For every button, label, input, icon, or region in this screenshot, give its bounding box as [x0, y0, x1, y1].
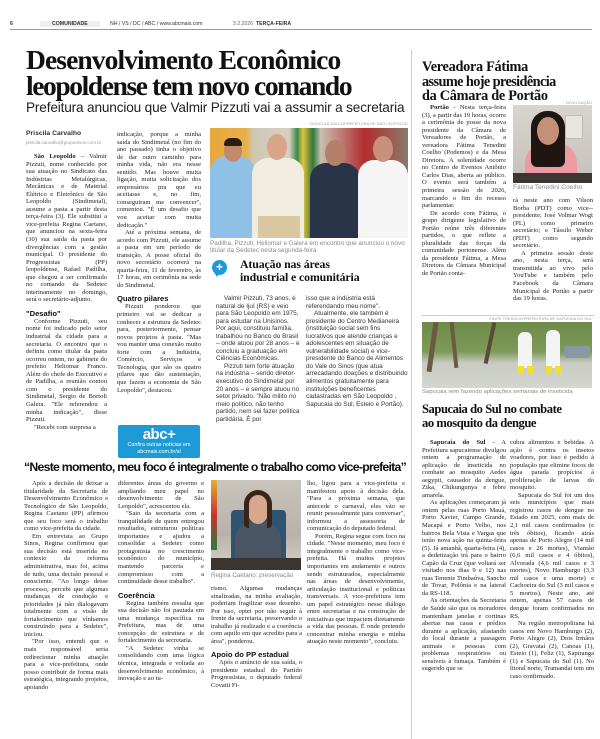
worker-figure — [546, 330, 560, 368]
quote-story-column-3 — [211, 585, 302, 690]
sidebar-column-2 — [306, 295, 408, 408]
page-header-bar — [10, 20, 592, 30]
regina-photo-caption: Regina Caetano: preservação — [211, 572, 294, 579]
portao-headline-line1: Vereadora Fátima — [422, 59, 528, 75]
sapucaia-photo-credit: FILIPE TRESOLDI/PREFEITURA DE SAPUCAIA DO SUL — [489, 317, 592, 321]
subhead-desafio: "Desafio" — [26, 308, 61, 318]
body-paragraph: cubra alimentos e bebidas. A ação é contra os insetos voadores, por isso é pedido à população que elimine focos de água parada propícios à proliferação de larvas do mosquito. — [510, 439, 594, 492]
dateline: Portão — [430, 104, 449, 111]
person-figure — [235, 522, 281, 562]
portao-photo-credit: DIVULGAÇÃO — [566, 101, 592, 105]
body-paragraph: Após o anúncio de sua saída, o presidente estadual do Partido Progressistas, o deputado federal Covatti Fi- — [211, 659, 302, 690]
main-photo-credit: DOUGLAS DALLA/PREFEITURA DE SÃO LEOPOLDO — [310, 122, 408, 126]
promo-link[interactable]: abcmais.com.br/sl — [137, 449, 181, 455]
fatima-photo-caption: Fátima Tenedini Coelho — [513, 184, 583, 191]
person-head — [325, 140, 345, 166]
promo-text-line1: Confira outras notícias em — [127, 442, 191, 448]
person-figure — [310, 163, 360, 238]
sapucaia-column-2 — [510, 439, 594, 681]
page-number: 6 — [10, 21, 13, 27]
section-tag: COMUNIDADE — [40, 21, 100, 27]
body-paragraph: Após a decisão de deixar a titularidade da Secretaria de Desenvolvimento Econômico e Tecnológico de São Leopoldo, Regina Caetano (PP) afirmou que seu foco será o trabalho como vice-prefeita da cidade. — [24, 480, 108, 533]
body-paragraph: - Nesta terça-feira (3), a partir das 19 horas, ocorre a cerimônia de posse da nova presidente da Câmara de Vereadores de Portão, a vereadora Fátima Tenedini Coelho (Podemos) e da Mesa Diretora. A solenidade ocorre no Centro de Eventos Antônio Carlos Dias, aberta ao público. O evento será também a primeira sessão de 2026, marcando o fim do recesso parlamentar. — [422, 104, 506, 210]
portao-headline-line2: assume hoje presidência — [422, 73, 556, 90]
quote-headline: “Neste momento, meu foco é integralmente o trabalho como vice-prefeita” — [24, 460, 407, 474]
sapucaia-headline-line1: Sapucaia do Sul no combate — [422, 402, 562, 416]
body-paragraph: De acordo com Fátima, o grupo dirigente legislativo de Portão reúne três diferentes partidos, o que reflete a pluralidade das forças da comunidade portonense. Além da presidente Fátima, a Mesa Diretora da Câmara Municipal de Portão conta- — [422, 209, 506, 278]
body-paragraph: - A Prefeitura sapucaiense divulgou ontem a programação de aplicação de inseticida no combate ao mosquito Aedes aegypti, causador da dengue, Zika, Chikungunya e febre amarela. — [422, 439, 506, 499]
sidebar-title — [240, 258, 415, 283]
main-headline-line2: leopoldense tem novo comando — [26, 70, 352, 101]
subhead-coerencia: Coerência — [118, 590, 155, 600]
sapucaia-photo — [422, 322, 592, 388]
sidebar-title-line1: Atuação nas áreas — [240, 257, 330, 271]
body-paragraph: Atualmente, ele também é presidente do Centro Medianeira (instituição social sem fins lucrativos que atende crianças e adolescentes em situação de vulnerabilidade social) e vice-presidente do Banco de Alimentos do Vale do Sinos (que atua arrecadando doações e distribuindo alimentos gratuitamente para instituições beneficentes cadastradas em São Leopoldo , Sapucaia do Sul, Esteio e Portão). — [306, 310, 408, 408]
weekday-label: TERÇA-FEIRA — [256, 21, 292, 27]
portao-headline-line3: da Câmara de Portão — [422, 88, 548, 104]
body-paragraph: Conforme Pizzuti, seu nome foi indicado pelo setor industrial da cidade para a secretaria. O encontro que o definiu como titular da pasta ocorreu ontem, no gabinete do prefeito Heliomar Franco. Além do chefe do Executivo e de Padilha, a reunião contou com o presidente do Sindimetal, Sergio de Bortoli Galera. "Ele referendou a minha indicação", disse Pizzuti. — [26, 317, 107, 424]
person-figure — [358, 160, 408, 238]
worker-figure — [518, 332, 532, 368]
subhead-quatro-pilares: Quatro pilares — [117, 294, 169, 304]
dateline: Sapucaia do Sul — [430, 439, 486, 446]
main-photo-caption: Padilha, Pizzuti, Heliomar e Galera em encontro que anunciou o novo titular da Sedetec nesta segunda-feira — [210, 240, 405, 255]
main-subheadline: Prefeitura anunciou que Valmir Pizzuti vai a assumir a secretaria — [26, 100, 405, 115]
author-email: priscila.carvalho@gruposinos.com.br — [26, 140, 102, 145]
body-paragraph: "A Sedetec vinha se consolidando com uma lógica técnica, integrada e voltada ao desenvolvimento econômico, à inovação e ao tu- — [118, 644, 204, 683]
fatima-photo — [513, 105, 592, 183]
body-paragraph: "Recebi com surpresa a — [34, 423, 96, 431]
body-paragraph: Sapucaia do Sul foi um dos seis municípios que mais registrou casos de dengue no Estado em 2025, com mais de 2,1 mil casos confirmados (e três óbitos), ficando atrás apenas de Porto Alegre (14 mil casos e 26 mortes), Viamão (6,6 mil casos e 4 óbitos), Alvorada (4,6 mil casos e 3 mortes), Novo Hamburgo (3,3 mil casos e uma morte) e Cachoeira do Sul (3 mil casos e 5 mortos). Neste ano, até ontem, apenas 57 casos de dengue foram confirmados no RS. — [510, 491, 594, 620]
person-head — [373, 136, 393, 162]
editions-label: NH / VS / DC / ABC / www.abcmais.com — [110, 21, 203, 27]
sapucaia-photo-caption: Sapucaia vem fazendo aplicações semanais de inseticida — [422, 389, 573, 395]
portao-headline — [422, 60, 600, 104]
body-paragraph: diferentes áreas do governo e ampliando meu papel no desenvolvimento de São Leopoldo", acrescentou ela. — [118, 480, 204, 510]
body-paragraph: rismo. Algumas mudanças sinalizadas, na minha avaliação, poderiam fragilizar esse desenho. Por isso, optei por não seguir à frente da secretaria, preservando o trabalho já realizado e a coerência com aquilo em que acredito para a área", ponderou. — [211, 585, 302, 645]
main-photo — [210, 128, 408, 238]
sapucaia-headline-line2: ao mosquito da dengue — [422, 416, 537, 430]
main-headline — [26, 44, 406, 101]
plus-icon: + — [212, 260, 227, 275]
main-headline-line1: Desenvolvimento Econômico — [26, 44, 341, 75]
body-paragraph: – Valmir Pizzuti, nome conhecido por sua atuação no Sindicato das Indústrias Metalúrgicas, Mecânicas e de Material Elétrico e Eletrônico de São Leopoldo (Sindimetal), assume a pasta a partir desta terça-feira (3). Ele substitui a vice-prefeita Regina Caetano, que anunciou na sexta-feira (30) sua saída da pasta por divergências com a gestão municipal. O presidente do Progressistas (PP) leopoldense, Rafael Padilha, que chegou a ser confirmado no comando da Sedetec interinamente no domingo, será o secretário-adjunto. — [26, 153, 107, 304]
body-paragraph: As orientações da Secretaria de Saúde são que os moradores mantenham janelas e cortinas abertas nas casas e prédios durante a aplicação, afastando do local durante a passagem animais e pessoas com problemas respiratórios ou sensíveis à fumaça. Também é sugerido que se — [422, 597, 506, 673]
main-story-column-1 — [26, 153, 107, 431]
quote-story-column-2 — [118, 480, 204, 683]
person-figure — [210, 156, 255, 238]
quote-story-column-1 — [24, 480, 108, 691]
body-paragraph: Porém, Regina segue com foco na cidade. "Neste momento, meu foco é integralmente o trabalho como vice-prefeita. Há muitos projetos importantes em andamento e outros sendo estruturados, especialmente nas áreas de desenvolvimento, articulação institucional e políticas transversais. A vice-prefeitura tem um papel estratégico nesse diálogo entre secretarias e na construção de iniciativas que impactem diretamente a vida das pessoas. É onde pretendo concentrar minha energia e minha atuação neste momento", concluiu. — [307, 532, 405, 646]
sapucaia-column-1 — [422, 439, 506, 673]
body-paragraph: A primeira sessão deste ano, nesta terça, será transmitida ao vivo pelo YouTube e também pelo Facebook da Câmara Municipal de Portão a partir das 19 horas. — [513, 249, 593, 303]
abc-plus-logo: abc+ — [142, 426, 176, 443]
date-label: 3.2.2026 — [233, 21, 254, 27]
body-paragraph: "Por isso, entendi que o mais responsável seria redirecionar minha atuação para a vice-prefeitura, onde posso contribuir de forma mais estratégica, integrando projetos, apoiando — [24, 638, 108, 691]
sidebar-title-line2: industrial e comunitária — [240, 269, 360, 284]
subhead-apoio-pp: Apoio do PP estadual — [211, 650, 289, 660]
body-paragraph: Pizzuti ponderou que primeiro vai se dedicar a conhecer a estrutura da Sedetec para, posteriormente, pensar novos projetos à pasta. "Mas vou manter uma conexão muito forte com a Indústria, Comércio, Serviços e Tecnologia, que são os quatro pilares que dão sustentação, que fazem a economia de São Leopoldo", destacou. — [117, 303, 201, 394]
portao-column-2 — [513, 197, 593, 303]
body-paragraph: Na região metropolitana há casos em Novo Hamburgo (2), Porto Alegre (2), Dois Irmãos (2), Gravataí (2), Canoas (1), Esteio (1), Feliz (1), Sapiranga (1) e Sapucaia do Sul (1). No litoral norte, Tramandaí tem um caso confirmado. — [510, 620, 594, 680]
regina-photo — [211, 480, 301, 570]
sapucaia-headline — [422, 402, 598, 430]
person-head — [267, 134, 287, 160]
body-paragraph: Até a próxima semana, de acordo com Pizzuti, ele assume a pasta em um período de transição. A posse oficial do novo secretário ocorrerá na quarta-feira, 11 de fevereiro, às 17 horas, em cerimônia na sede do Sindimetal. — [117, 229, 201, 289]
body-paragraph: Pizzuti tem forte atuação na indústria – sendo diretor-executivo do Sindimetal por 20 anos – e sempre atuou no setor privado. "Não milito no meio político, não tenho partido, nem sei fazer política partidária. É por — [216, 362, 300, 423]
person-head — [537, 117, 559, 145]
column-divider — [411, 50, 412, 739]
body-paragraph: As aplicações começaram já ontem pelas ruas Porto Mauá, Porto Xavier, Campo Grande, Macapá e Porto Velho, nos bairros Bela Vista e Vargas que terão nova ação na quinta-feira (5). Já amanhã, quarta-feira (4), a dedetização irá para o bairro Capão da Cruz (que voltará ser visitado nos dias 9 e 12) nas ruas Tenente Timbaúva, Sancho de Tovar, Polônia e na lateral da RS-118. — [422, 499, 506, 597]
body-paragraph: rá neste ano com Vilson Borba (PDT) como vice--presidente; José Volmar Wogt (PL) como primeiro secretário; e Tássilo Weber (PDT) como segundo secretário. — [513, 197, 593, 250]
body-paragraph: Em entrevista ao Grupo Sinos, Regina confirmou que sua decisão está inserida no contexto da reforma administrativa, mas foi, acima de tudo, uma decisão pessoal e consciente. "Ao longo desse processo, percebi que algumas mudanças de condução e prioridades já não dialogavam totalmente com a visão de fortalecimento que vínhamos construindo para a Sedetec", iniciou. — [24, 532, 108, 638]
body-paragraph: Regina também ressalta que sua decisão não foi pautada em uma mudança específica na Prefeitura, mas de uma concepção de estrutura e de fortalecimento da secretaria. — [118, 599, 204, 645]
author-name: Priscila Carvalho — [26, 130, 82, 137]
body-paragraph: lho, ligou para a vice-prefeita e manifestou apoio à decisão dela. "Para a próxima semana, que antecede o carnaval, eles vão se reunir pessoalmente para conversar", informou a assessoria de comunicação do deputado federal. — [307, 480, 405, 533]
sidebar-column-1 — [216, 295, 300, 423]
body-paragraph: "Saio da secretaria com a tranquilidade de quem entregou resultados, estruturou políticas importantes e ajudou a consolidar a Sedetec como protagonista no crescimento econômico do município, mantendo parceria e compromisso com a continuidade desse trabalho". — [118, 510, 204, 586]
dateline: São Leopoldo — [34, 153, 76, 160]
body-paragraph: Valmir Pizzuti, 73 anos, é natural de Ijuí (RS) e veio para São Leopoldo em 1975, para estudar na Unisinos. Por aqui, constituiu família, trabalhou no Banco do Brasil – onde atuou por 28 anos – e concluiu a graduação em Ciências Econômicas. — [216, 295, 300, 363]
body-paragraph: indicação, porque a minha saída do Sindimetal (no fim do ano passado) tinha o objetivo de dar outro caminho para minha vida, não era nesse sentido. Mas houve muita ligação, muita solicitação dos empresários pra que eu aceitasse e, no fim, conseguiram me convencer", comentou. "É um desafio que vou aceitar com muita dedicação." — [117, 131, 201, 229]
abc-promo-box[interactable] — [118, 425, 200, 458]
portao-column-1 — [422, 104, 506, 278]
main-story-column-2 — [117, 131, 201, 394]
section-divider — [422, 315, 594, 316]
body-paragraph: isso que a indústria está referendando meu nome". — [306, 295, 381, 310]
quote-story-column-4 — [307, 480, 405, 646]
